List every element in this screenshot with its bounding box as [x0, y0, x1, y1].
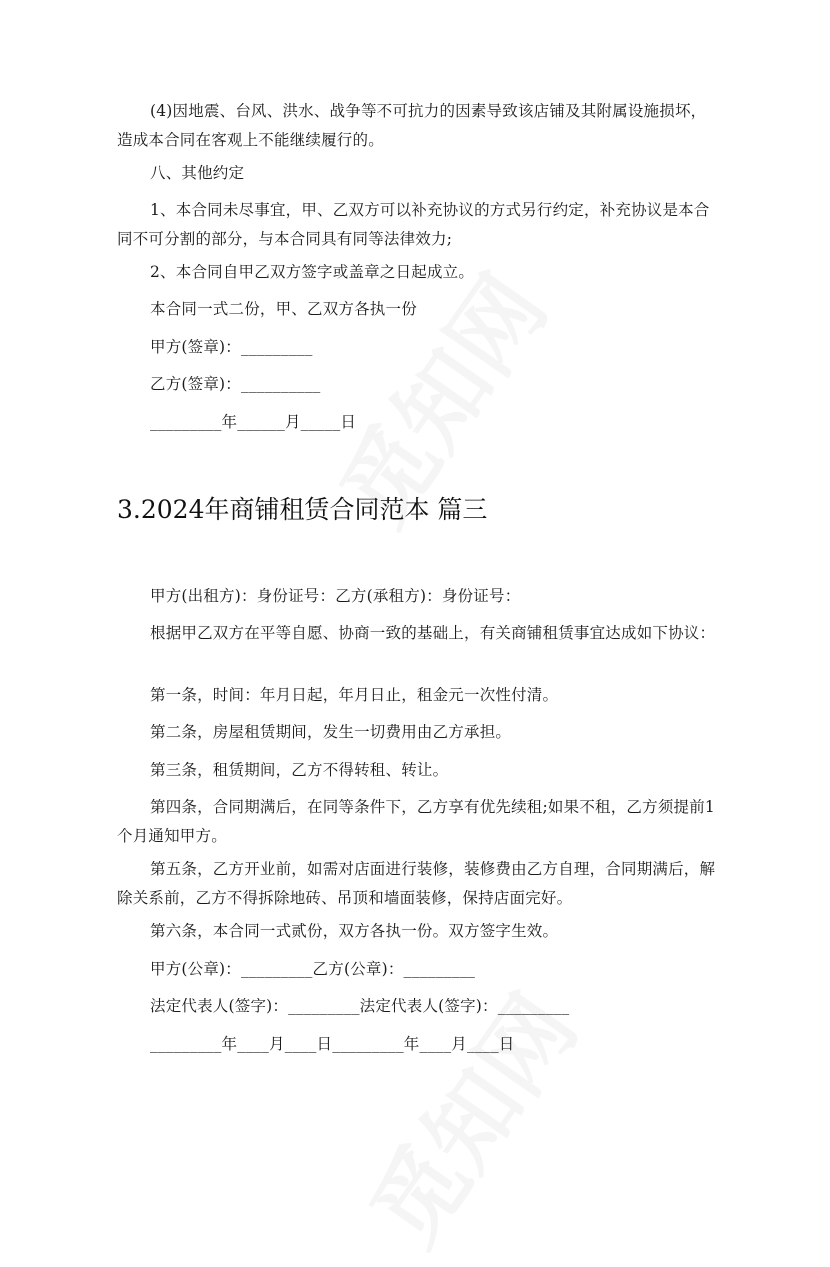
- other-clause-1: 1、本合同未尽事宜，甲、乙双方可以补充协议的方式另行约定，补充协议是本合同不可分割的部分，与本合同具有同等法律效力;: [117, 201, 710, 248]
- legal-representatives: 法定代表人(签字)：_________法定代表人(签字)：_________: [150, 997, 570, 1015]
- copies-statement: 本合同一式二份，甲、乙双方各执一份: [150, 300, 417, 318]
- article-3: 第三条，租赁期间，乙方不得转租、转让。: [150, 761, 449, 779]
- preamble: 根据甲乙双方在平等自愿、协商一致的基础上，有关商铺租赁事宜达成如下协议：: [150, 624, 716, 642]
- party-b-signature: 乙方(签章)：__________: [150, 375, 321, 393]
- party-a-signature: 甲方(签章)：_________: [150, 338, 313, 356]
- article-5: 第五条，乙方开业前，如需对店面进行装修，装修费由乙方自理，合同期满后，解除关系前，乙方不得拆除地砖、吊顶和墙面装修，保持店面完好。: [117, 860, 716, 907]
- other-clause-2: 2、本合同自甲乙双方签字或盖章之日起成立。: [150, 263, 475, 281]
- section-eight-heading: 八、其他约定: [150, 164, 245, 182]
- clause-4-force-majeure: (4)因地震、台风、洪水、战争等不可抗力的因素导致该店铺及其附属设施损坏，造成本合同在客观上不能继续履行的。: [117, 102, 707, 149]
- article-6: 第六条，本合同一式贰份，双方各执一份。双方签字生效。: [150, 922, 559, 940]
- signing-date: _________年______月_____日: [150, 413, 357, 431]
- final-dates: _________年____月____日_________年____月____日: [150, 1035, 515, 1053]
- article-1: 第一条，时间：年月日起，年月日止，租金元一次性付清。: [150, 686, 559, 704]
- section-title: 3.2024年商铺租赁合同范本 篇三: [117, 495, 488, 524]
- article-2: 第二条，房屋租赁期间，发生一切费用由乙方承担。: [150, 723, 512, 741]
- parties-id-line: 甲方(出租方)：身份证号：乙方(承租方)：身份证号：: [150, 587, 521, 605]
- company-seals: 甲方(公章)：_________乙方(公章)：_________: [150, 960, 476, 978]
- article-4: 第四条，合同期满后，在同等条件下，乙方享有优先续租;如果不租，乙方须提前1个月通知甲方。: [117, 798, 715, 845]
